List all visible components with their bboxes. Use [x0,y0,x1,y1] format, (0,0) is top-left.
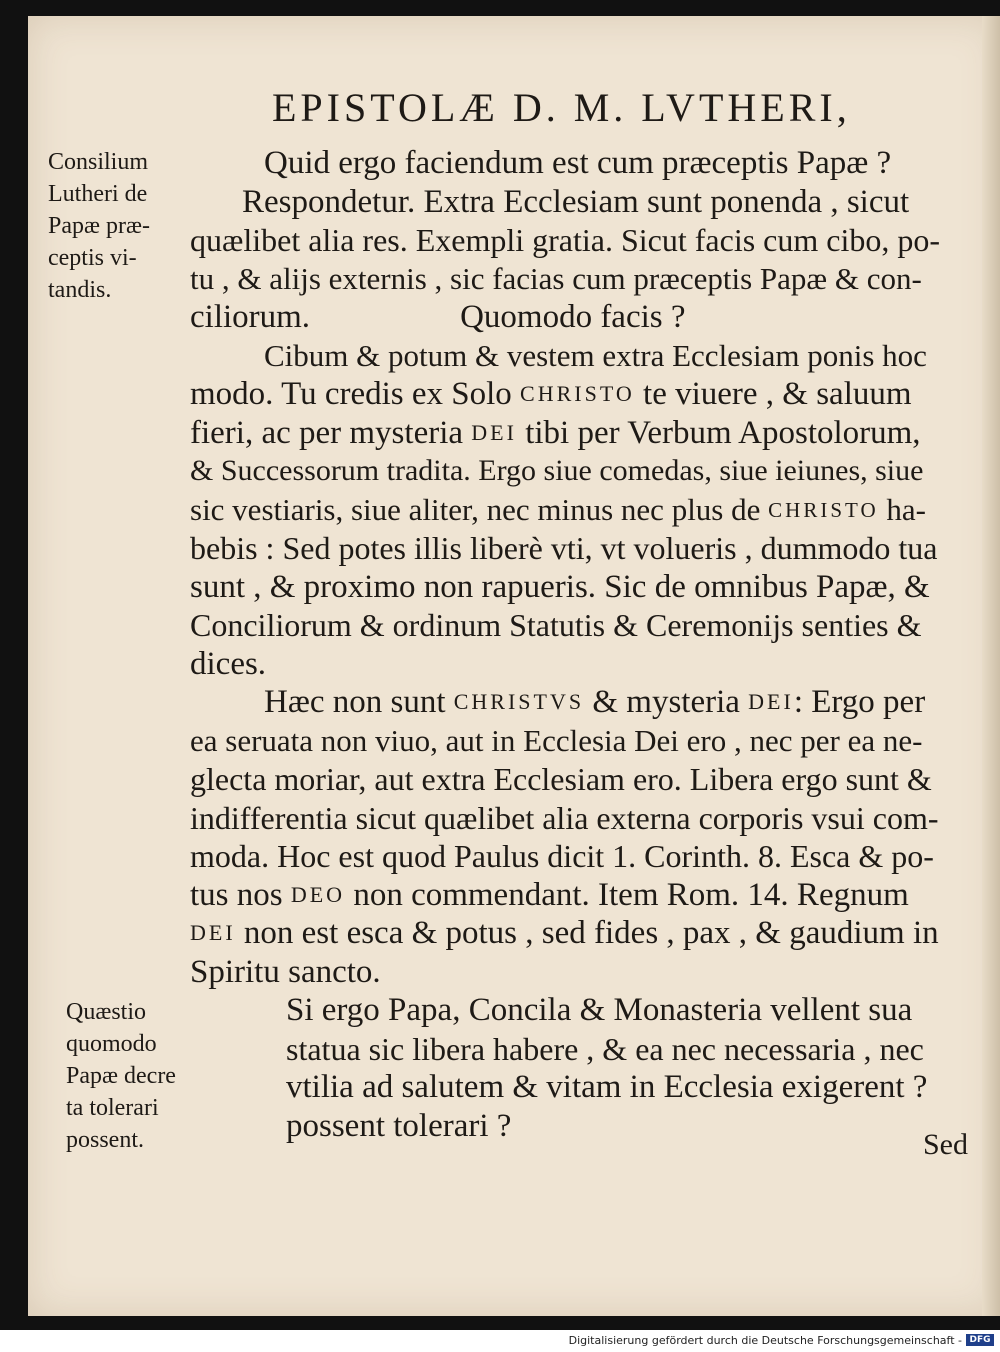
text-line: vtilia ad salutem & vitam in Ecclesia exigerent ? [286,1069,928,1105]
margin-note-line: possent. [66,1127,144,1153]
margin-note-line: quomodo [66,1031,157,1057]
small-caps: CHRISTO [520,381,635,406]
text-line: Quid ergo faciendum est cum præceptis Papæ ? [264,145,892,181]
small-caps: DEI [471,419,517,445]
page-edge [982,16,1000,1316]
footer-text: Digitalisierung gefördert durch die Deutsche Forschungsgemeinschaft - [568,1334,962,1347]
margin-note-line: Quæstio [66,999,147,1025]
margin-note-line: Papæ decre [66,1063,176,1089]
margin-note-line: ceptis vi- [48,245,137,271]
body-text [190,144,942,1145]
text-line: glecta moriar, aut extra Ecclesiam ero. Libera ergo sunt & [190,761,932,797]
digitization-footer [0,1330,1000,1352]
text-line: ciliorum. Quomodo facis ? [190,299,686,335]
margin-note-line: Lutheri de [48,181,148,207]
text-line: DEI non est esca & potus , sed fides , pax , & gaudium in [190,915,939,951]
text-line: bebis : Sed potes illis liberè vti, vt volueris , dummodo tua [190,530,938,566]
text-line: Respondetur. Extra Ecclesiam sunt ponenda , sicut [242,183,910,220]
text-line: quælibet alia res. Exempli gratia. Sicut facis cum cibo, po- [190,222,941,258]
margin-note-line: Papæ præ- [48,213,150,239]
text-line: sunt , & proximo non rapueris. Sic de omnibus Papæ, & [190,568,930,605]
dfg-logo: DFG [966,1334,994,1346]
text-line: statua sic libera habere , & ea nec necessaria , nec [286,1030,924,1067]
running-header: EPISTOLÆ D. M. LVTHERI, [272,85,851,130]
margin-note-line: Consilium [48,149,149,175]
margin-note-line: ta tolerari [66,1095,159,1121]
text-line: tu , & alijs externis , sic facias cum præceptis Papæ & con- [190,260,922,296]
text-line: Spiritu sancto. [190,953,381,990]
text-line: indifferentia sicut quælibet alia externa corporis vsui com- [190,799,939,836]
margin-note-quaestio [66,996,176,1156]
text-line: Conciliorum & ordinum Statutis & Ceremonijs senties & [190,607,922,643]
text-line: tus nos DEO non commendant. Item Rom. 14. Regnum [190,876,909,913]
small-caps: CHRISTO [768,497,879,522]
catchword: Sed [923,1128,968,1161]
text-line: ea seruata non viuo, aut in Ecclesia Dei ero , nec per ea ne- [190,722,923,758]
margin-note-consilium [48,146,150,306]
text-line: & Successorum tradita. Ergo siue comedas, siue ieiunes, siue [190,454,924,487]
text-line: dices. [190,645,267,682]
margin-note-line: tandis. [48,277,112,303]
small-caps: DEI [748,689,794,714]
small-caps: DEI [190,920,236,945]
text-line: fieri, ac per mysteria DEI tibi per Verbum Apostolorum, [190,414,921,451]
text-line: Hæc non sunt CHRISTVS & mysteria DEI : Ergo per [264,684,926,720]
text-line: Cibum & potum & vestem extra Ecclesiam ponis hoc [264,337,927,373]
small-caps: DEO [290,881,346,907]
text-line: possent tolerari ? [286,1107,512,1144]
text-line: moda. Hoc est quod Paulus dicit 1. Corinth. 8. Esca & po- [190,838,934,874]
small-caps: CHRISTVS [453,689,585,714]
text-line: Si ergo Papa, Concila & Monasteria vellent sua [286,992,913,1028]
text-line: modo. Tu credis ex Solo CHRISTO te viuere , & saluum [190,376,912,412]
text-line: sic vestiaris, siue aliter, nec minus nec plus de CHRISTO ha- [190,491,942,530]
